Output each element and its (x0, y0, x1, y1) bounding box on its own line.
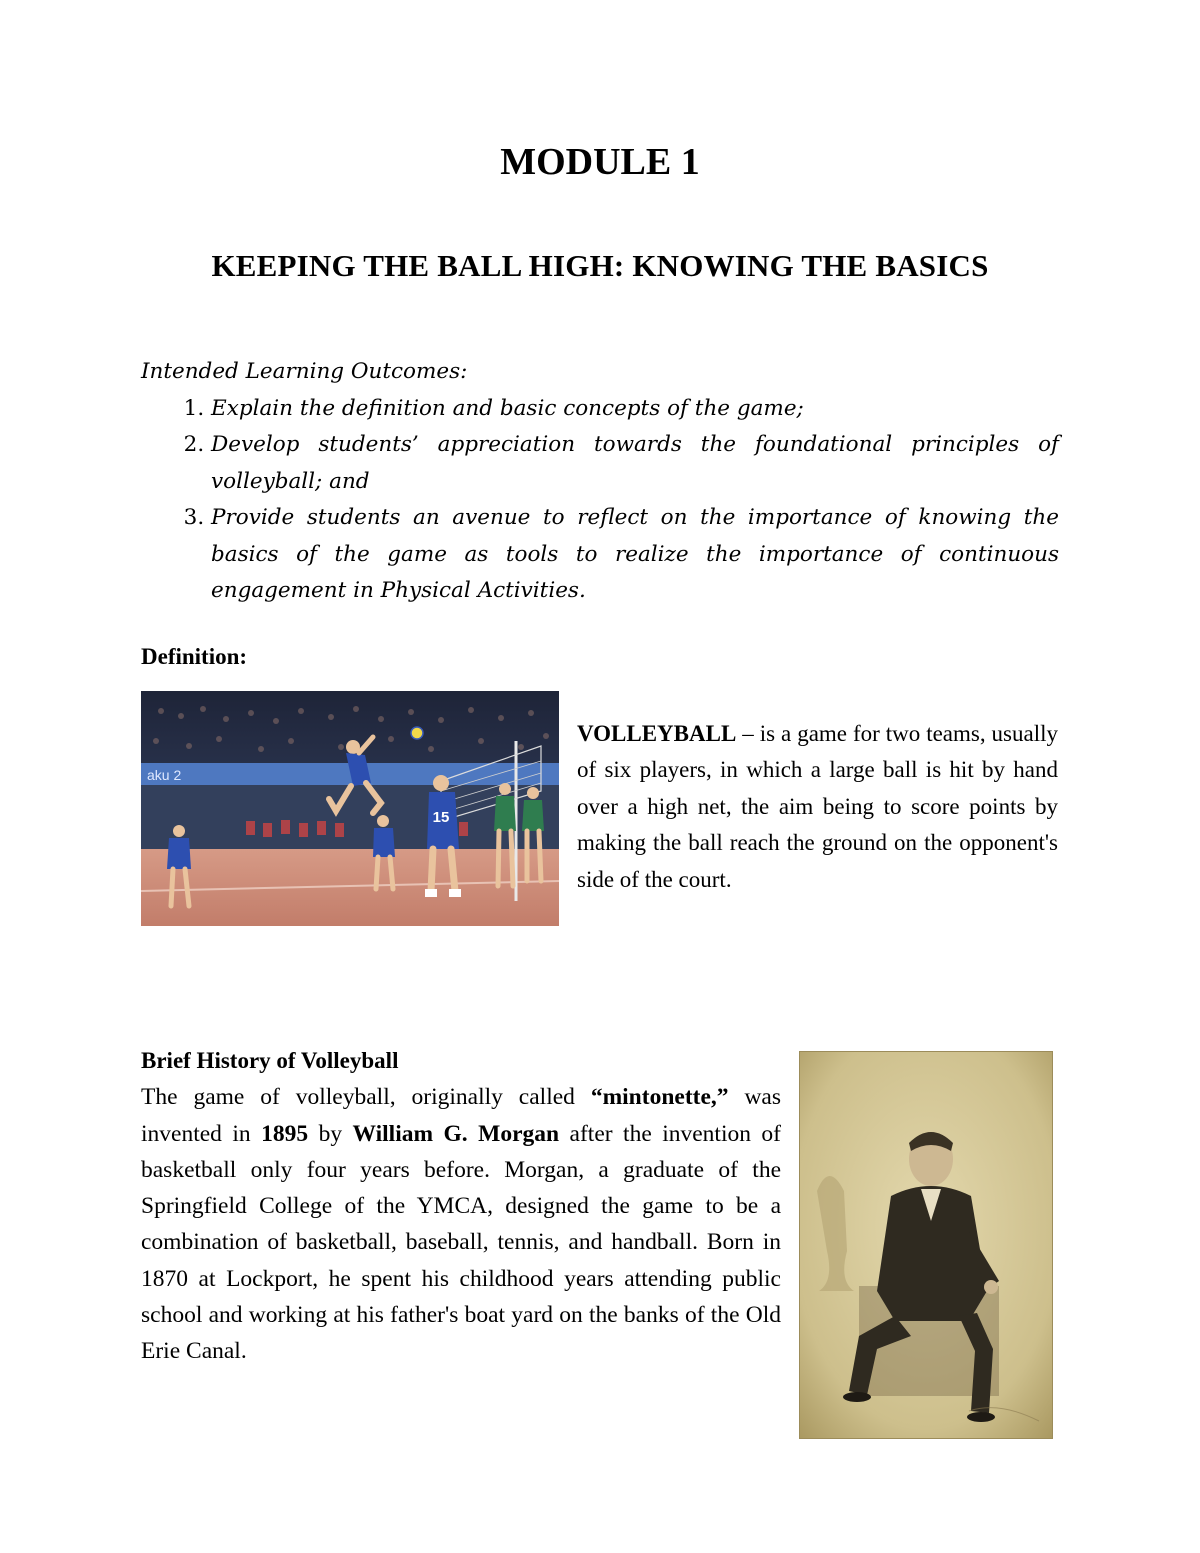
list-item: 2. Develop students’ appreciation towards the foundational principles of volleyball; and (211, 427, 1059, 500)
module-subtitle: KEEPING THE BALL HIGH: KNOWING THE BASICS (211, 248, 989, 283)
history-emphasis: “mintonette,” (590, 1084, 729, 1111)
list-item: 1. Explain the definition and basic concepts of the game; (211, 391, 1059, 428)
volleyball-match-photo (141, 691, 559, 926)
jersey-number: 15 (432, 809, 450, 826)
history-text-part: by (308, 1120, 353, 1147)
learning-outcomes-heading: Intended Learning Outcomes: (141, 359, 468, 384)
list-item: 3. Provide students an avenue to reflect on the importance of knowing the basics of the game as tools to realize the importance of continuous engagement in Physical Activities. (211, 500, 1059, 610)
history-text-part: was invented in (141, 1084, 782, 1147)
william-morgan-portrait-photo (799, 1051, 1053, 1439)
history-text-part: The game of volleyball, originally called (141, 1084, 591, 1111)
module-title: MODULE 1 (500, 141, 700, 183)
learning-outcomes-list (141, 391, 1059, 610)
definition-term: VOLLEYBALL (577, 721, 737, 746)
banner-text: aku 2 (147, 767, 182, 783)
history-text (141, 1079, 781, 1369)
history-emphasis: 1895 (261, 1120, 309, 1147)
history-heading: Brief History of Volleyball (141, 1048, 399, 1073)
history-emphasis: William G. Morgan (352, 1120, 560, 1147)
history-section (141, 1043, 781, 1370)
learning-outcomes (141, 354, 1059, 610)
definition-heading: Definition: (141, 644, 248, 669)
definition-body: – is a game for two teams, usually of six players, in which a large ball is hit by hand over a high net, the aim being to score points by making the ball reach the ground on the opponent's side of the court. (577, 721, 1058, 892)
definition-text (577, 716, 1058, 898)
history-text-part: after the invention of basketball only four years before. Morgan, a graduate of the Springfield College of the YMCA, designed the game to be a combination of basketball, baseball, tennis, and handball. Born in 1870 at Lockport, he spent his childhood years attending public school and working at his father's boat yard on the banks of the Old Erie Canal. (141, 1120, 782, 1365)
